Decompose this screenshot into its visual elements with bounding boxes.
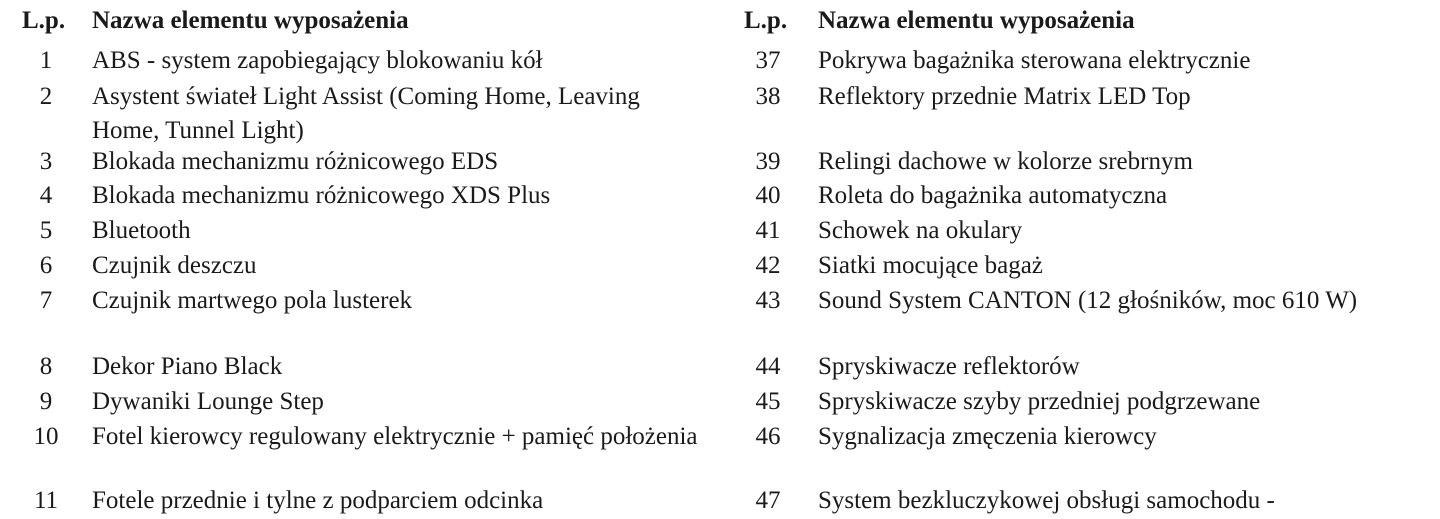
row-name: Pokrywa bagażnika sterowana elektrycznie (818, 47, 1251, 74)
row-name: Spryskiwacze reflektorów (818, 353, 1080, 380)
row-name: Czujnik deszczu (92, 252, 257, 279)
row-name: Sygnalizacja zmęczenia kierowcy (818, 423, 1157, 450)
row-name: Sound System CANTON (12 głośników, moc 610 W) (818, 287, 1358, 314)
row-number: 7 (39, 287, 53, 314)
equipment-table-right (720, 0, 1440, 519)
row-name: System bezkluczykowej obsługi samochodu - (818, 487, 1275, 514)
column-header-name: Nazwa elementu wyposażenia (818, 7, 1135, 34)
row-number: 43 (755, 287, 781, 314)
row-number: 6 (39, 252, 53, 279)
row-name: Bluetooth (92, 217, 191, 244)
row-number: 5 (39, 217, 53, 244)
row-number: 3 (39, 148, 53, 175)
row-name: Spryskiwacze szyby przedniej podgrzewane (818, 388, 1261, 415)
row-number: 8 (39, 353, 53, 380)
row-name: Siatki mocujące bagaż (818, 252, 1043, 279)
row-number: 45 (755, 388, 781, 415)
row-name: Fotele przednie i tylne z podparciem odcinka (92, 487, 544, 514)
row-name: ABS - system zapobiegający blokowaniu kół (92, 47, 543, 74)
row-name: Fotel kierowcy regulowany elektrycznie + pamięć położenia (92, 423, 698, 450)
row-name: Relingi dachowe w kolorze srebrnym (818, 148, 1193, 175)
row-name: Reflektory przednie Matrix LED Top (818, 83, 1191, 110)
row-name: Roleta do bagażnika automatyczna (818, 182, 1168, 209)
row-number: 2 (39, 83, 53, 110)
row-name: Blokada mechanizmu różnicowego EDS (92, 148, 499, 175)
row-name: Czujnik martwego pola lusterek (92, 287, 413, 314)
row-number: 11 (33, 487, 59, 514)
row-name: Schowek na okulary (818, 217, 1023, 244)
row-name: Blokada mechanizmu różnicowego XDS Plus (92, 182, 551, 209)
row-number: 1 (39, 47, 53, 74)
row-number: 39 (755, 148, 781, 175)
row-number: 10 (33, 423, 59, 450)
row-number: 4 (39, 182, 53, 209)
column-header-lp: L.p. (22, 7, 66, 34)
row-number: 40 (755, 182, 781, 209)
row-number: 38 (755, 83, 781, 110)
row-number: 9 (39, 388, 53, 415)
row-name: Asystent świateł Light Assist (Coming Home, Leaving Home, Tunnel Light) (92, 83, 640, 144)
row-number: 46 (755, 423, 781, 450)
row-name: Dekor Piano Black (92, 353, 283, 380)
row-name: Dywaniki Lounge Step (92, 388, 324, 415)
row-number: 41 (755, 217, 781, 244)
row-number: 37 (755, 47, 781, 74)
row-number: 47 (755, 487, 781, 514)
row-number: 42 (755, 252, 781, 279)
column-header-name: Nazwa elementu wyposażenia (92, 7, 409, 34)
row-number: 44 (755, 353, 781, 380)
column-header-lp: L.p. (744, 7, 788, 34)
